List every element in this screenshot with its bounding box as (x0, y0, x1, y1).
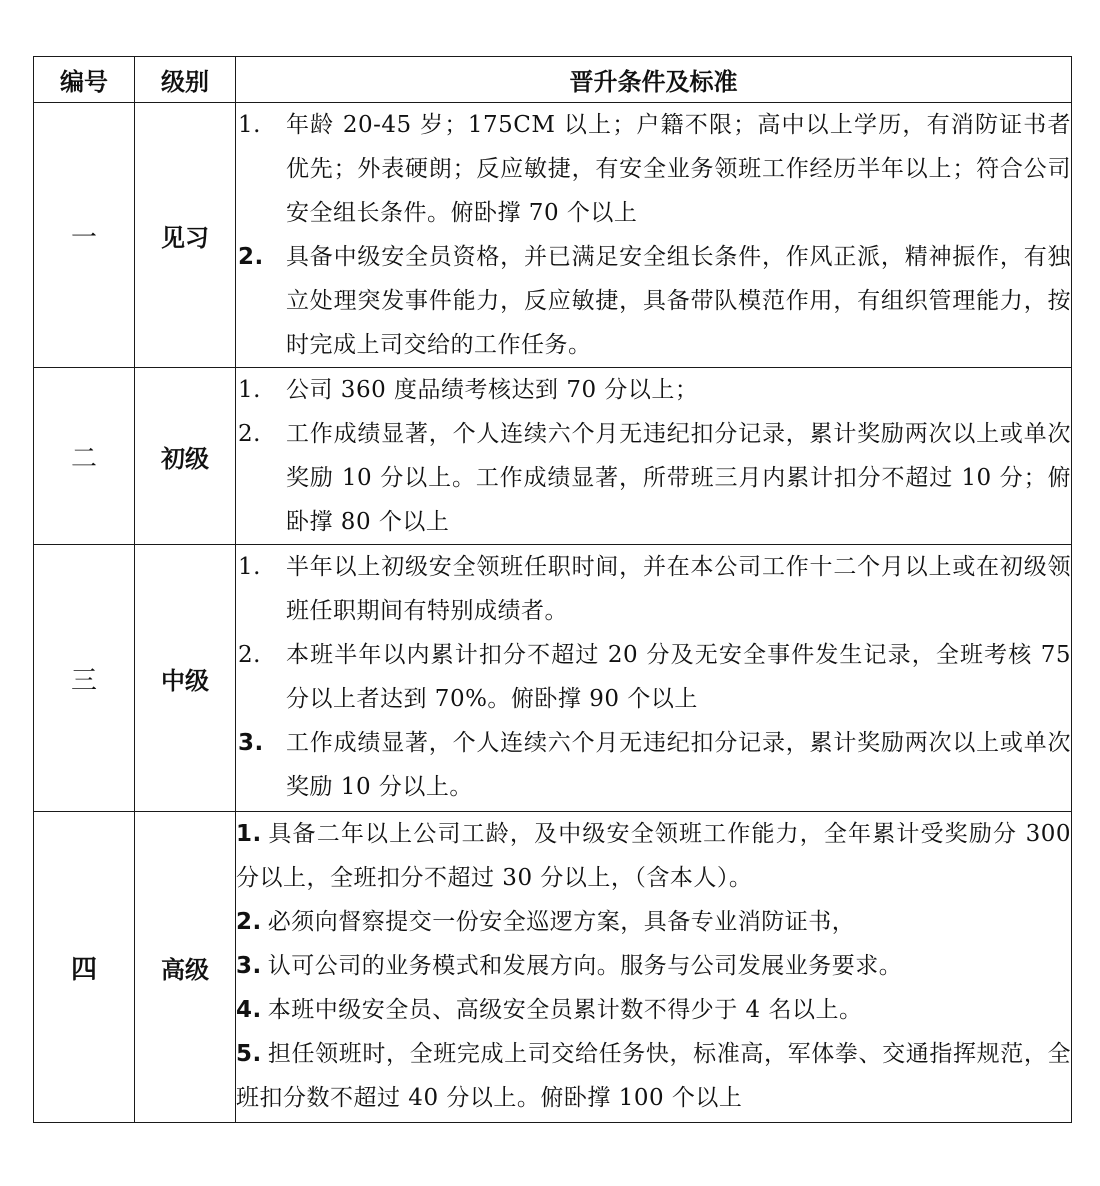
item-marker: 2. (236, 909, 262, 935)
row-criteria (236, 368, 1072, 545)
row-criteria (236, 812, 1072, 1123)
criteria-item (236, 368, 1071, 412)
item-marker: 4. (236, 997, 262, 1023)
item-marker: 1. (236, 821, 262, 847)
row-level: 高级 (135, 812, 236, 1123)
item-text: 年龄 20-45 岁；175CM 以上；户籍不限；高中以上学历，有消防证书者优先；外表硬朗；反应敏捷，有安全业务领班工作经历半年以上；符合公司安全组长条件。俯卧撑 70 个以上 (286, 112, 1071, 226)
criteria-item (236, 545, 1071, 633)
criteria-item (236, 944, 1071, 988)
header-criteria: 晋升条件及标准 (236, 57, 1072, 103)
criteria-item (236, 103, 1071, 235)
header-row (34, 57, 1072, 103)
row-number: 一 (34, 103, 135, 368)
row-level: 初级 (135, 368, 236, 545)
item-marker: 2. (238, 421, 261, 447)
row-criteria (236, 103, 1072, 368)
item-text: 必须向督察提交一份安全巡逻方案，具备专业消防证书， (267, 909, 856, 935)
item-marker: 2. (238, 244, 264, 270)
criteria-item (236, 633, 1071, 721)
item-text: 认可公司的业务模式和发展方向。服务与公司发展业务要求。 (267, 953, 903, 979)
row-number: 四 (34, 812, 135, 1123)
row-level: 见习 (135, 103, 236, 368)
item-text: 具备二年以上公司工龄，及中级安全领班工作能力，全年累计受奖励分 300 分以上，全班扣分不超过 30 分以上，（含本人）。 (236, 821, 1071, 891)
item-text: 担任领班时，全班完成上司交给任务快，标准高，军体拳、交通指挥规范，全班扣分数不超过 40 分以上。俯卧撑 100 个以上 (236, 1041, 1071, 1111)
item-text: 工作成绩显著，个人连续六个月无违纪扣分记录，累计奖励两次以上或单次奖励 10 分以上。工作成绩显著，所带班三月内累计扣分不超过 10 分；俯卧撑 80 个以上 (286, 421, 1071, 535)
item-marker: 3. (236, 953, 262, 979)
row-number: 三 (34, 545, 135, 812)
table-row (34, 368, 1072, 545)
table-row (34, 103, 1072, 368)
item-text: 本班中级安全员、高级安全员累计数不得少于 4 名以上。 (267, 997, 863, 1023)
item-marker: 1. (238, 377, 261, 403)
item-text: 本班半年以内累计扣分不超过 20 分及无安全事件发生记录，全班考核 75 分以上者达到 70%。俯卧撑 90 个以上 (286, 642, 1071, 712)
criteria-item (236, 412, 1071, 544)
row-level: 中级 (135, 545, 236, 812)
item-text: 公司 360 度品绩考核达到 70 分以上； (286, 377, 699, 403)
item-text: 工作成绩显著，个人连续六个月无违纪扣分记录，累计奖励两次以上或单次奖励 10 分以上。 (286, 730, 1071, 800)
item-marker: 3. (238, 730, 264, 756)
header-level: 级别 (135, 57, 236, 103)
item-text: 半年以上初级安全领班任职时间，并在本公司工作十二个月以上或在初级领班任职期间有特别成绩者。 (286, 554, 1071, 624)
criteria-item (236, 900, 1071, 944)
row-criteria (236, 545, 1072, 812)
criteria-item (236, 812, 1071, 900)
promotion-criteria-table (33, 56, 1072, 1123)
item-marker: 1. (238, 554, 261, 580)
item-marker: 1. (238, 112, 261, 138)
item-text: 具备中级安全员资格，并已满足安全组长条件，作风正派，精神振作，有独立处理突发事件能力，反应敏捷，具备带队模范作用，有组织管理能力，按时完成上司交给的工作任务。 (286, 244, 1071, 358)
header-number: 编号 (34, 57, 135, 103)
criteria-item (236, 235, 1071, 367)
table-row (34, 545, 1072, 812)
item-marker: 2. (238, 642, 261, 668)
row-number: 二 (34, 368, 135, 545)
table-row (34, 812, 1072, 1123)
criteria-item (236, 721, 1071, 809)
criteria-item (236, 988, 1071, 1032)
item-marker: 5. (236, 1041, 262, 1067)
criteria-item (236, 1032, 1071, 1120)
